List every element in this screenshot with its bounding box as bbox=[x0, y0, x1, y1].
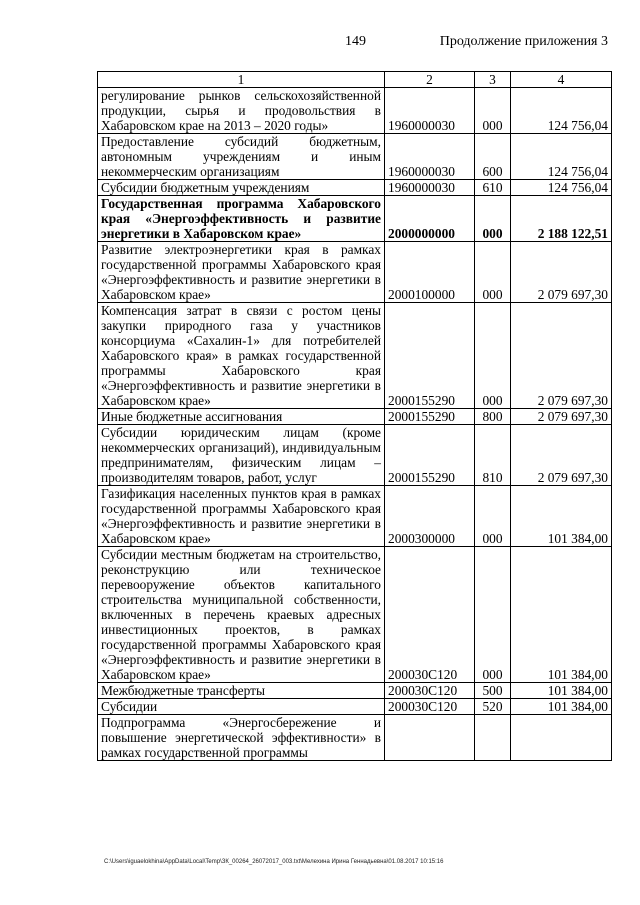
row-name-cell: регулирование рынков сельскохозяйственной продукции, сырья и продовольствия в Хабаровском крае на 2013 – 2020 годы» bbox=[98, 88, 385, 134]
row-type-cell: 610 bbox=[475, 180, 511, 196]
row-type-cell: 600 bbox=[475, 134, 511, 180]
row-code-cell: 2000155290 bbox=[385, 425, 475, 486]
row-code-cell: 1960000030 bbox=[385, 180, 475, 196]
row-amount-cell: 101 384,00 bbox=[511, 486, 612, 547]
table-row bbox=[98, 303, 612, 409]
row-name-cell: Компенсация затрат в связи с ростом цены закупки природного газа у участников консорциума «Сахалин-1» для потребителей Хабаровского края» в рамках государственной программы Хабаровского края «Энергоэффективность и развитие энергетики в Хабаровском крае» bbox=[98, 303, 385, 409]
column-header: 1 bbox=[98, 72, 385, 88]
table-row bbox=[98, 409, 612, 425]
page-number: 149 bbox=[345, 34, 366, 49]
row-type-cell: 000 bbox=[475, 547, 511, 683]
row-name-cell: Субсидии юридическим лицам (кроме некоммерческих организаций), индивидуальным предпринимателям, физическим лицам – производителям товаров, работ, услуг bbox=[98, 425, 385, 486]
column-header: 2 bbox=[385, 72, 475, 88]
row-name-cell: Газификация населенных пунктов края в рамках государственной программы Хабаровского края «Энергоэффективность и развитие энергетики в Хабаровском крае» bbox=[98, 486, 385, 547]
row-name-cell: Иные бюджетные ассигнования bbox=[98, 409, 385, 425]
row-type-cell: 800 bbox=[475, 409, 511, 425]
table-row bbox=[98, 196, 612, 242]
row-code-cell: 200030С120 bbox=[385, 683, 475, 699]
row-type-cell: 810 bbox=[475, 425, 511, 486]
row-code-cell: 200030С120 bbox=[385, 699, 475, 715]
table-row bbox=[98, 88, 612, 134]
row-code-cell: 2000000000 bbox=[385, 196, 475, 242]
row-code-cell: 1960000030 bbox=[385, 88, 475, 134]
row-amount-cell: 124 756,04 bbox=[511, 134, 612, 180]
row-amount-cell: 2 188 122,51 bbox=[511, 196, 612, 242]
row-code-cell: 200030С120 bbox=[385, 547, 475, 683]
table-row bbox=[98, 715, 612, 761]
column-header: 3 bbox=[475, 72, 511, 88]
row-name-cell: Субсидии местным бюджетам на строительство, реконструкцию или техническое перевооружение объектов капитального строительства муниципальной собственности, включенных в перечень краевых адресных инвестиционных проектов, в рамках государственной программы Хабаровского края «Энергоэффективность и развитие энергетики в Хабаровском крае» bbox=[98, 547, 385, 683]
table-row bbox=[98, 242, 612, 303]
row-name-cell: Межбюджетные трансферты bbox=[98, 683, 385, 699]
row-type-cell: 520 bbox=[475, 699, 511, 715]
table-row bbox=[98, 486, 612, 547]
row-type-cell bbox=[475, 715, 511, 761]
row-amount-cell: 101 384,00 bbox=[511, 683, 612, 699]
row-amount-cell: 2 079 697,30 bbox=[511, 425, 612, 486]
table-row bbox=[98, 547, 612, 683]
row-name-cell: Субсидии бюджетным учреждениям bbox=[98, 180, 385, 196]
table-row bbox=[98, 134, 612, 180]
row-amount-cell: 101 384,00 bbox=[511, 699, 612, 715]
file-path-footer: C:\Users\iguaelokhina\AppData\Local\Temp\ЗК_00264_26072017_003.txt\Мелехина Ирина Геннадьевна\01.08.2017 10:15:16 bbox=[104, 859, 444, 865]
table-header-row bbox=[98, 72, 612, 88]
column-header: 4 bbox=[511, 72, 612, 88]
row-code-cell: 2000155290 bbox=[385, 409, 475, 425]
row-amount-cell: 2 079 697,30 bbox=[511, 409, 612, 425]
row-name-cell: Предоставление субсидий бюджетным, автономным учреждениям и иным некоммерческим организациям bbox=[98, 134, 385, 180]
row-code-cell: 2000100000 bbox=[385, 242, 475, 303]
row-name-cell: Субсидии bbox=[98, 699, 385, 715]
continuation-label: Продолжение приложения 3 bbox=[439, 34, 608, 49]
row-type-cell: 000 bbox=[475, 196, 511, 242]
row-amount-cell: 2 079 697,30 bbox=[511, 303, 612, 409]
table-row bbox=[98, 683, 612, 699]
row-type-cell: 500 bbox=[475, 683, 511, 699]
row-amount-cell bbox=[511, 715, 612, 761]
budget-table bbox=[97, 71, 612, 761]
row-type-cell: 000 bbox=[475, 486, 511, 547]
row-type-cell: 000 bbox=[475, 303, 511, 409]
row-name-cell: Подпрограмма «Энергосбережение и повышение энергетической эффективности» в рамках государственной программы bbox=[98, 715, 385, 761]
table-row bbox=[98, 180, 612, 196]
row-type-cell: 000 bbox=[475, 242, 511, 303]
row-code-cell: 2000155290 bbox=[385, 303, 475, 409]
row-amount-cell: 124 756,04 bbox=[511, 88, 612, 134]
row-amount-cell: 101 384,00 bbox=[511, 547, 612, 683]
row-type-cell: 000 bbox=[475, 88, 511, 134]
row-amount-cell: 124 756,04 bbox=[511, 180, 612, 196]
table-row bbox=[98, 699, 612, 715]
row-name-cell: Государственная программа Хабаровского края «Энергоэффективность и развитие энергетики в Хабаровском крае» bbox=[98, 196, 385, 242]
table-row bbox=[98, 425, 612, 486]
row-code-cell: 1960000030 bbox=[385, 134, 475, 180]
row-amount-cell: 2 079 697,30 bbox=[511, 242, 612, 303]
row-name-cell: Развитие электроэнергетики края в рамках государственной программы Хабаровского края «Энергоэффективность и развитие энергетики в Хабаровском крае» bbox=[98, 242, 385, 303]
row-code-cell bbox=[385, 715, 475, 761]
row-code-cell: 2000300000 bbox=[385, 486, 475, 547]
